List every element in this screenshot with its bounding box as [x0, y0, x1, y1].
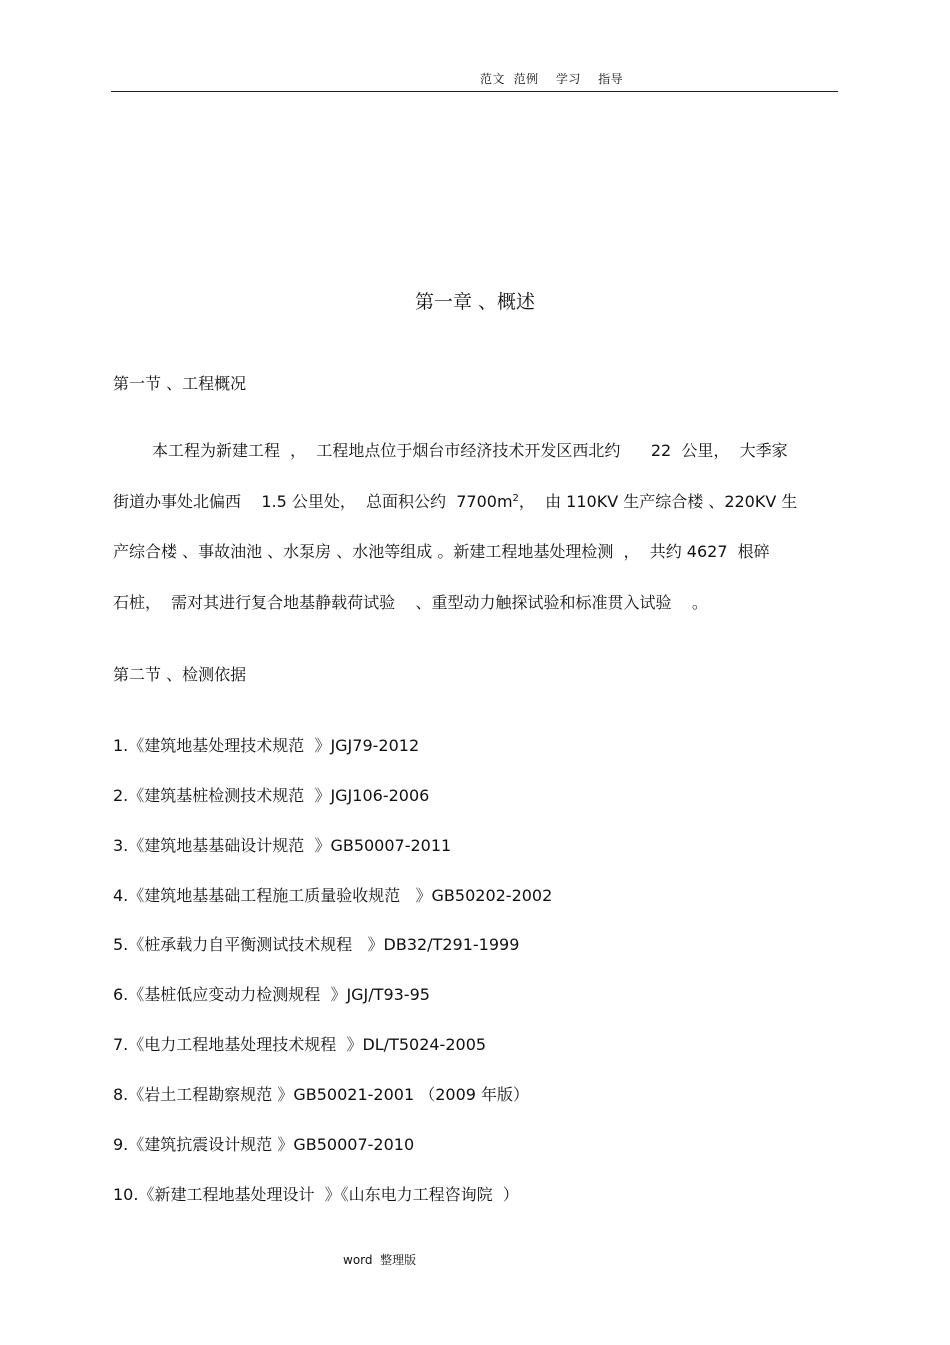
list-item: 9.《建筑抗震设计规范 》GB50007-2010 [113, 1135, 415, 1154]
list-item: 8.《岩土工程勘察规范 》GB50021-2001 （2009 年版） [113, 1085, 530, 1104]
paragraph-line [113, 491, 835, 513]
list-item: 3.《建筑地基基础设计规范 》GB50007-2011 [113, 836, 452, 855]
superscript: 2 [512, 493, 519, 504]
list-item: 6.《基桩低应变动力检测规程 》JGJ/T93-95 [113, 985, 430, 1004]
section-heading-overview: 第一节 、工程概况 [113, 374, 247, 393]
list-item: 10.《新建工程地基处理设计 》《山东电力工程咨询院 ） [113, 1185, 519, 1204]
paragraph-line: 石桩， 需对其进行复合地基静载荷试验 、重型动力触探试验和标准贯入试验 。 [113, 593, 708, 612]
header-text: 范文 范例 学习 指导 [480, 72, 624, 86]
list-item: 5.《桩承载力自平衡测试技术规程 》DB32/T291-1999 [113, 935, 520, 954]
list-item: 2.《建筑基桩检测技术规范 》JGJ106-2006 [113, 786, 430, 805]
paragraph-fragment: ， 由 110KV 生产综合楼 、220KV 生 [518, 492, 798, 511]
header-divider [111, 91, 838, 92]
list-item: 7.《电力工程地基处理技术规程 》DL/T5024-2005 [113, 1035, 487, 1054]
section-heading-basis: 第二节 、检测依据 [113, 665, 247, 684]
paragraph-line: 本工程为新建工程 ， 工程地点位于烟台市经济技术开发区西北约 22 公里， 大季家 [152, 441, 788, 460]
list-item: 4.《建筑地基基础工程施工质量验收规范 》GB50202-2002 [113, 886, 553, 905]
chapter-title: 第一章 、概述 [414, 291, 536, 313]
page-footer: word 整理版 [343, 1253, 417, 1267]
list-item: 1.《建筑地基处理技术规范 》JGJ79-2012 [113, 736, 420, 755]
paragraph-line: 产综合楼 、事故油池 、水泵房 、水池等组成 。新建工程地基处理检测 ， 共约 4627 根碎 [113, 542, 770, 561]
paragraph-fragment: 街道办事处北偏西 1.5 公里处， 总面积公约 7700m [113, 492, 513, 511]
